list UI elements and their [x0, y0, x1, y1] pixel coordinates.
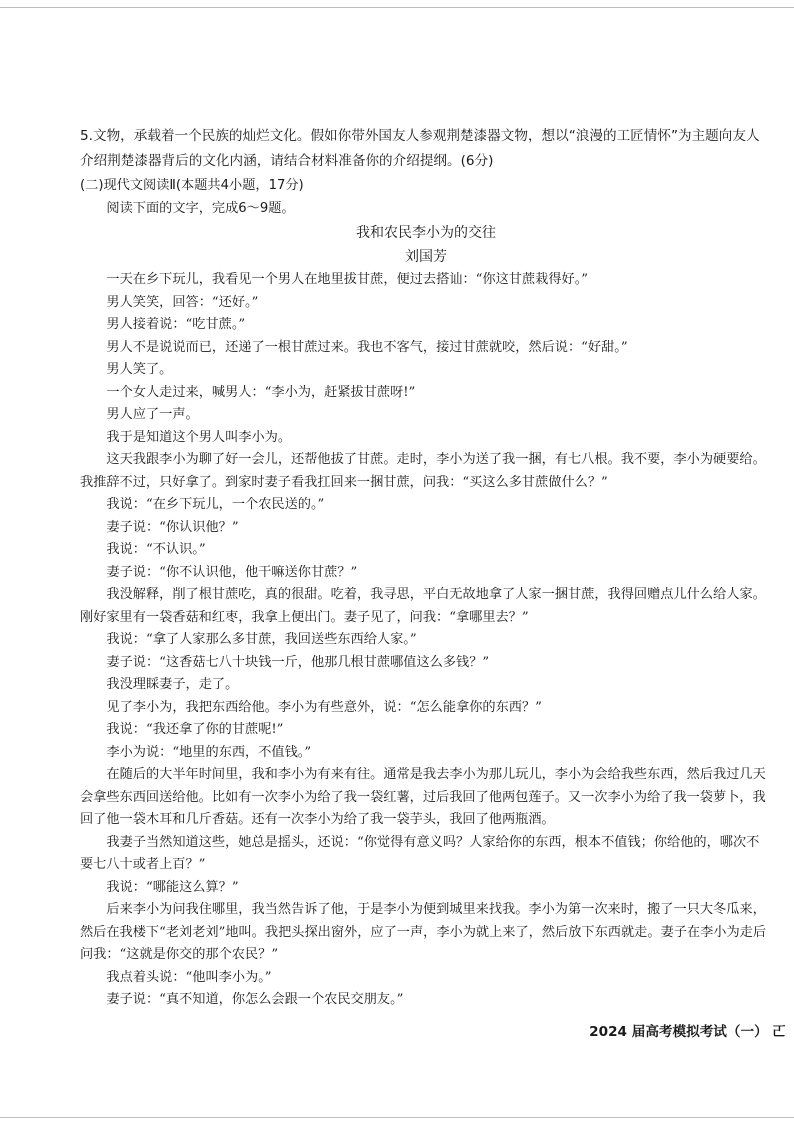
article-paragraph: 我没理睬妻子，走了。: [106, 677, 239, 692]
article-paragraph: 这天我跟李小为聊了好一会儿，还帮他拔了甘蔗。走时，李小为送了我一捆，有七八根。我不要，李小为硬要给。我推辞不过，只好拿了。到家时妻子看我扛回来一捆甘蔗，问我：“买这么多甘蔗做什么？”: [80, 452, 766, 490]
article-paragraph: 男人应了一声。: [106, 407, 199, 422]
bottom-border: [0, 1117, 794, 1118]
article-paragraph: 李小为说：“地里的东西，不值钱。”: [106, 744, 312, 760]
article-paragraph: 一个女人走过来，喊男人：“李小为，赶紧拔甘蔗呀!”: [106, 384, 416, 400]
article-author: 刘国芳: [405, 249, 447, 265]
article-paragraph: 我妻子当然知道这些，她总是摇头，还说：“你觉得有意义吗？人家给你的东西，根本不值钱；你给他的，哪次不要七八十或者上百？”: [80, 834, 760, 872]
article-title: 我和农民李小为的交往: [356, 225, 496, 241]
article-paragraph: 男人笑笑，回答：“还好。”: [106, 294, 259, 310]
article-paragraph: 妻子说：“你认识他？”: [106, 519, 239, 535]
top-border: [0, 7, 794, 8]
article-paragraph: 我说：“拿了人家那么多甘蔗，我回送些东西给人家。”: [106, 632, 417, 647]
article-paragraph: 男人接着说：“吃甘蔗。”: [106, 317, 246, 332]
exam-page-content: [80, 124, 772, 1012]
article-paragraph: 我说：“哪能这么算？”: [106, 879, 239, 895]
article-paragraph: 男人笑了。: [106, 362, 173, 377]
article-paragraph: 妻子说：“真不知道，你怎么会跟一个农民交朋友。”: [106, 992, 404, 1007]
article-paragraph: 男人不是说说而已，还递了一根甘蔗过来。我也不客气，接过甘蔗就咬，然后说：“好甜。”: [106, 339, 628, 355]
article-paragraph: 一天在乡下玩儿，我看见一个男人在地里拔甘蔗，便过去搭讪：“你这甘蔗栽得好。”: [106, 272, 589, 287]
article-paragraph: 我说：“在乡下玩儿，一个农民送的。”: [106, 497, 325, 512]
article-paragraph: 妻子说：“你不认识他，他干嘛送你甘蔗？”: [106, 564, 358, 580]
page-footer: 2024 届高考模拟考试（一） 𠀀: [589, 1024, 786, 1040]
article-paragraph: 我说：“我还拿了你的甘蔗呢!”: [106, 722, 284, 737]
article-paragraph: 在随后的大半年时间里，我和李小为有来有往。通常是我去李小为那儿玩儿，李小为会给我些东西，然后我过几天会拿些东西回送给他。比如有一次李小为给了我一袋红薯，过后我回了他两包莲子。又一次李小为给了我一袋萝卜，我回了他一袋木耳和几斤香菇。还有一次李小为给了我一袋芋头，我回了他两瓶酒。: [80, 767, 766, 827]
article-paragraph: 我于是知道这个男人叫李小为。: [106, 429, 292, 445]
article-paragraph: 我没解释，削了根甘蔗吃，真的很甜。吃着，我寻思，平白无故地拿了人家一捆甘蔗，我得回赠点儿什么给人家。刚好家里有一袋香菇和红枣，我拿上便出门。妻子见了，问我：“拿哪里去？”: [80, 587, 766, 625]
article-paragraph: 我点着头说：“他叫李小为。”: [106, 969, 272, 985]
article-paragraph: 后来李小为问我住哪里，我当然告诉了他，于是李小为便到城里来找我。李小为第一次来时，搬了一只大冬瓜来，然后在我楼下“老刘老刘”地叫。我把头探出窗外，应了一声，李小为就上来了，然后放下东西就走。妻子在李小为走后问我：“这就是你交的那个农民？”: [80, 902, 767, 962]
article-paragraph: 见了李小为，我把东西给他。李小为有些意外，说：“怎么能拿你的东西？”: [106, 699, 542, 715]
article-paragraph: 我说：“不认识。”: [106, 542, 206, 557]
article-paragraph: 妻子说：“这香菇七八十块钱一斤，他那几根甘蔗哪值这么多钱？”: [106, 654, 490, 670]
article-body: [80, 269, 772, 1012]
question-5: 5.文物，承载着一个民族的灿烂文化。假如你带外国友人参观荆楚漆器文物，想以“浪漫的工匠情怀”为主题向友人介绍荆楚漆器背后的文化内涵，请结合材料准备你的介绍提纲。(6分): [80, 128, 760, 169]
reading-instruction: 阅读下面的文字，完成6～9题。: [106, 201, 295, 216]
section-heading: (二)现代文阅读Ⅱ(本题共4小题，17分): [80, 178, 304, 193]
